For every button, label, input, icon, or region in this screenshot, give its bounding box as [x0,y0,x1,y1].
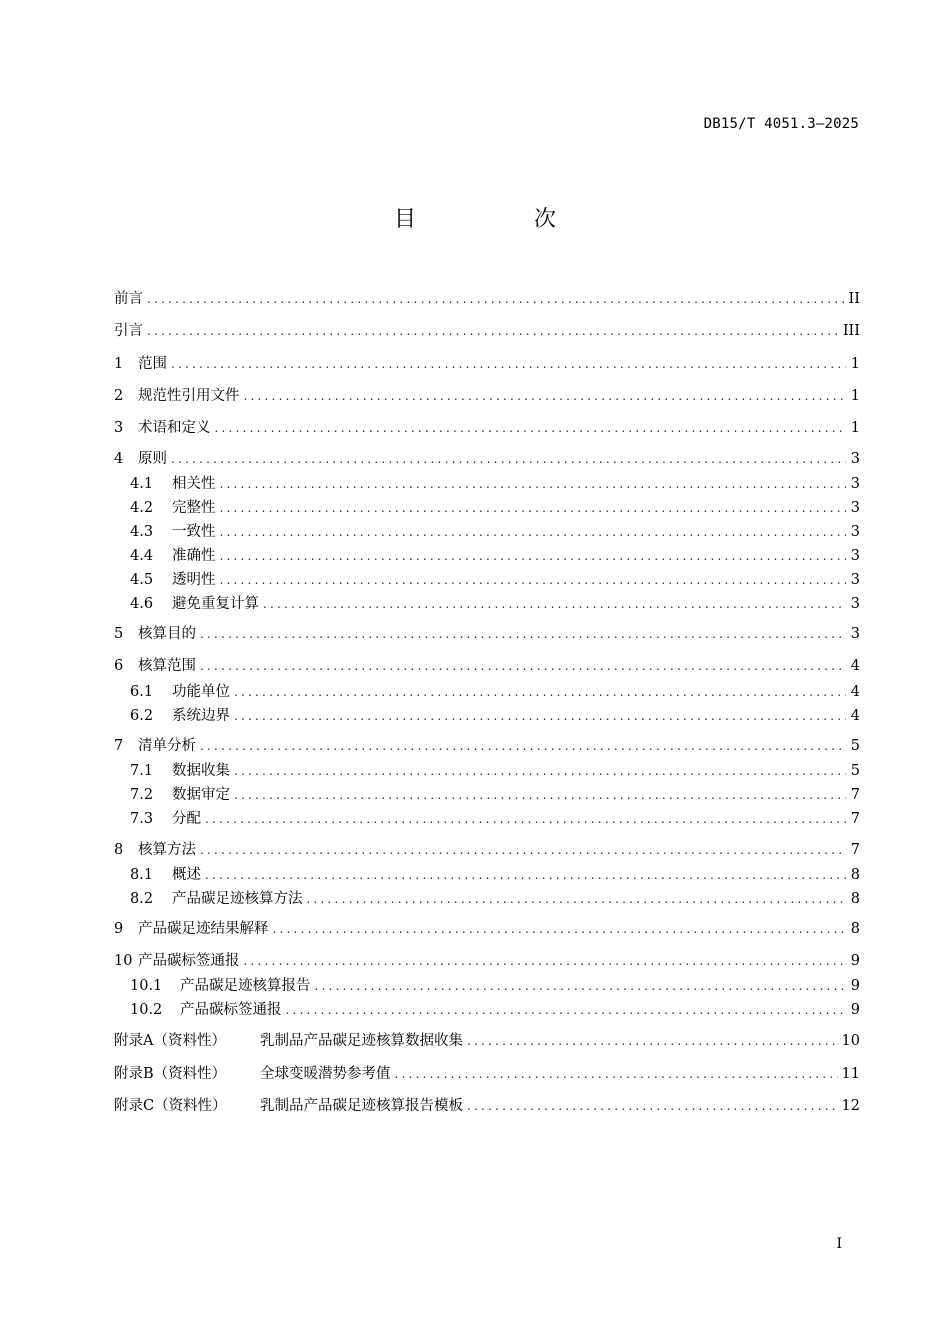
toc-entry-number: 10.2 [130,1002,163,1018]
toc-entry-title: 核算方法 [138,842,196,858]
toc-entry-title: 系统边界 [172,708,230,724]
toc-entry-appendix-label: 附录C（资料性） [114,1098,227,1114]
toc-entry-number: 1 [114,356,124,372]
toc-entry-title: 透明性 [172,572,216,588]
toc-entry-page: 9 [850,1002,860,1018]
toc-entry-page: III [842,323,860,339]
toc-entry-page: 5 [850,763,860,779]
toc-entry-page: 3 [850,548,860,564]
toc-entry-number: 4.5 [130,572,154,588]
toc-leader-dots [395,1064,838,1084]
toc-leader-dots [200,736,846,756]
standard-code: DB15/T 4051.3—2025 [703,116,859,132]
toc-entry-page: 3 [850,500,860,516]
toc-entry-page: 8 [850,921,860,937]
toc-entry-title: 一致性 [172,524,216,540]
toc-entry-page: 1 [850,388,860,404]
toc-entry-number: 8.1 [130,867,154,883]
page-number: I [836,1236,842,1252]
toc-entry[interactable] [130,594,860,614]
toc-entry-number: 7.3 [130,811,154,827]
toc-entry-title: 概述 [172,867,201,883]
toc-entry[interactable] [114,736,860,756]
toc-entry[interactable] [114,449,860,469]
toc-entry-title: 乳制品产品碳足迹核算数据收集 [260,1033,463,1049]
toc-leader-dots [467,1031,838,1051]
toc-entry[interactable] [114,656,860,676]
toc-leader-dots [234,706,846,726]
toc-entry[interactable] [114,919,860,939]
toc-entry-number: 4.6 [130,596,154,612]
toc-entry-page: 10 [841,1033,860,1049]
toc-entry-title: 范围 [138,356,167,372]
toc-leader-dots [200,624,846,644]
toc-entry[interactable] [114,386,860,406]
toc-entry-title: 相关性 [172,476,216,492]
toc-entry[interactable] [114,289,860,309]
toc-entry-page: 1 [850,420,860,436]
toc-entry-title: 功能单位 [172,684,230,700]
toc-entry[interactable] [114,1096,860,1116]
toc-entry-page: 12 [841,1098,860,1114]
toc-entry-title: 产品碳足迹核算报告 [180,978,311,994]
toc-entry[interactable] [114,418,860,438]
toc-entry-page: 5 [850,738,860,754]
toc-entry[interactable] [114,354,860,374]
toc-entry-page: 9 [850,978,860,994]
toc-leader-dots [200,840,846,860]
toc-entry-appendix-label: 附录A（资料性） [114,1033,226,1049]
toc-entry[interactable] [130,474,860,494]
toc-leader-dots [315,976,847,996]
toc-leader-dots [286,1000,847,1020]
toc-entry-title: 产品碳标签通报 [180,1002,282,1018]
toc-entry-number: 7.1 [130,763,154,779]
toc-entry-title: 核算范围 [138,658,196,674]
toc-entry-page: 7 [850,787,860,803]
toc-entry-title: 数据审定 [172,787,230,803]
toc-entry-page: II [848,291,860,307]
toc-entry[interactable] [130,522,860,542]
toc-entry-number: 4.1 [130,476,154,492]
toc-entry-page: 8 [850,891,860,907]
toc-leader-dots [147,289,845,309]
toc-entry-appendix-label: 附录B（资料性） [114,1066,227,1082]
toc-entry-title: 核算目的 [138,626,196,642]
toc-entry-page: 4 [850,708,860,724]
toc-entry-number: 7.2 [130,787,154,803]
toc-entry[interactable] [130,889,860,909]
toc-entry-number: 3 [114,420,124,436]
toc-entry-page: 7 [850,811,860,827]
toc-entry[interactable] [130,498,860,518]
toc-entry-page: 4 [850,684,860,700]
toc-entry-number: 4.2 [130,500,154,516]
toc-entry-title: 术语和定义 [138,420,211,436]
toc-leader-dots [273,919,847,939]
toc-leader-dots [220,570,847,590]
toc-entry[interactable] [130,976,860,996]
toc-entry-title: 产品碳足迹核算方法 [172,891,303,907]
toc-entry-title: 前言 [114,291,143,307]
toc-entry[interactable] [114,1031,860,1051]
toc-entry-number: 2 [114,388,124,404]
toc-entry-page: 11 [841,1066,860,1082]
toc-leader-dots [234,761,846,781]
toc-leader-dots [220,474,847,494]
toc-entry[interactable] [130,682,860,702]
toc-entry-page: 3 [850,572,860,588]
toc-entry-page: 3 [850,476,860,492]
toc-leader-dots [244,386,847,406]
toc-entry-number: 10.1 [130,978,163,994]
toc-entry-number: 10 [114,953,133,969]
toc-leader-dots [234,682,846,702]
toc-entry[interactable] [130,706,860,726]
toc-entry[interactable] [114,951,860,971]
toc-entry-number: 6.2 [130,708,154,724]
toc-leader-dots [220,498,847,518]
toc-entry-title: 避免重复计算 [172,596,259,612]
toc-leader-dots [307,889,847,909]
toc-leader-dots [467,1096,838,1116]
toc-entry-page: 3 [850,524,860,540]
toc-entry-title: 完整性 [172,500,216,516]
toc-entry[interactable] [130,761,860,781]
toc-entry-number: 7 [114,738,124,754]
toc-entry-page: 8 [850,867,860,883]
toc-entry[interactable] [130,809,860,829]
toc-entry[interactable] [130,1000,860,1020]
toc-leader-dots [234,785,846,805]
toc-entry[interactable] [114,321,860,341]
toc-leader-dots [205,809,846,829]
toc-entry-title: 准确性 [172,548,216,564]
toc-entry[interactable] [130,865,860,885]
toc-entry[interactable] [130,546,860,566]
toc-leader-dots [244,951,847,971]
toc-entry-page: 3 [850,451,860,467]
toc-leader-dots [220,546,847,566]
toc-entry-number: 4.3 [130,524,154,540]
toc-leader-dots [220,522,847,542]
toc-entry-title: 产品碳足迹结果解释 [138,921,269,937]
toc-entry-number: 8.2 [130,891,154,907]
toc-entry[interactable] [114,624,860,644]
toc-entry-page: 3 [850,626,860,642]
toc-leader-dots [205,865,846,885]
toc-entry-title: 乳制品产品碳足迹核算报告模板 [260,1098,463,1114]
toc-entry-title: 规范性引用文件 [138,388,240,404]
toc-entry[interactable] [130,570,860,590]
toc-entry-number: 8 [114,842,124,858]
toc-entry-number: 9 [114,921,124,937]
toc-entry-title: 产品碳标签通报 [138,953,240,969]
toc-entry-title: 分配 [172,811,201,827]
toc-leader-dots [147,321,839,341]
toc-entry-page: 3 [850,596,860,612]
toc-leader-dots [171,449,846,469]
toc-entry-page: 7 [850,842,860,858]
toc-entry-page: 1 [850,356,860,372]
toc-leader-dots [215,418,847,438]
toc-entry-number: 6.1 [130,684,154,700]
toc-entry[interactable] [130,785,860,805]
toc-entry-number: 4 [114,451,124,467]
page-title: 目 次 [393,207,604,232]
toc-leader-dots [200,656,846,676]
table-of-contents [114,0,860,1344]
toc-entry-number: 4.4 [130,548,154,564]
toc-entry-title: 原则 [138,451,167,467]
toc-leader-dots [263,594,846,614]
toc-entry-title: 清单分析 [138,738,196,754]
toc-entry[interactable] [114,840,860,860]
toc-entry-page: 4 [850,658,860,674]
toc-leader-dots [171,354,846,374]
toc-entry[interactable] [114,1064,860,1084]
toc-entry-title: 引言 [114,323,143,339]
toc-entry-title: 数据收集 [172,763,230,779]
toc-entry-number: 5 [114,626,124,642]
toc-entry-title: 全球变暖潜势参考值 [260,1066,391,1082]
toc-entry-page: 9 [850,953,860,969]
toc-entry-number: 6 [114,658,124,674]
